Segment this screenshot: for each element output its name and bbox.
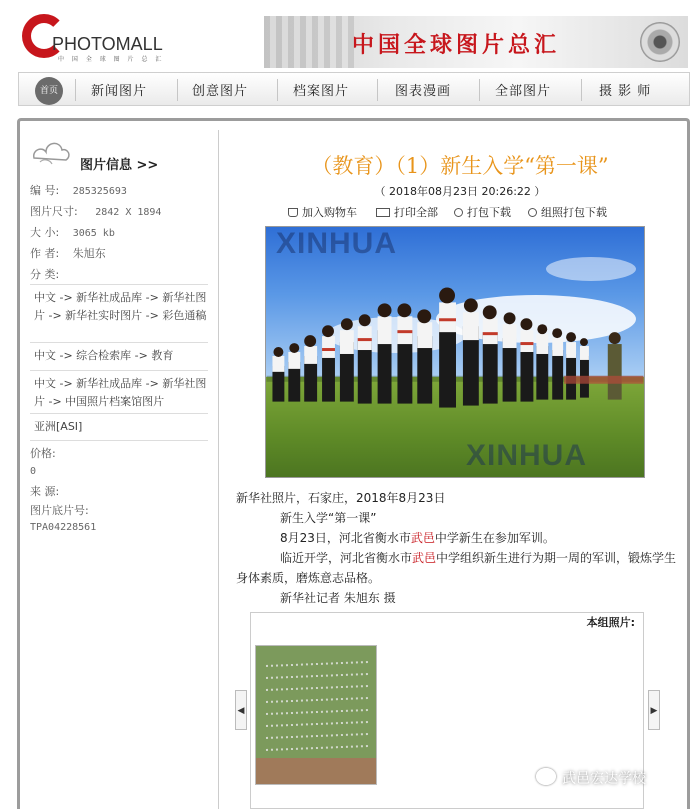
field-filesize-label: 大 小: <box>30 226 60 239</box>
field-size-label: 图片尺寸: <box>30 205 78 218</box>
category-path-3[interactable]: 中文 -> 新华社成品库 -> 新华社图片 -> 中国照片档案馆图片 <box>30 370 208 415</box>
students-group <box>266 227 644 477</box>
category-region[interactable]: 亚洲[ASI] <box>30 413 208 441</box>
add-to-cart-button[interactable] <box>288 204 357 220</box>
print-all-label: 打印全部 <box>394 206 438 219</box>
nav-divider <box>277 79 278 101</box>
field-id-value: 285325693 <box>72 186 127 197</box>
field-author-value: 朱旭东 <box>72 247 106 260</box>
nav-creative-photos[interactable]: 创意图片 <box>192 84 249 99</box>
nav-divider <box>581 79 582 101</box>
caption-highlight: 武邑 <box>410 531 435 545</box>
page-header <box>0 0 700 70</box>
next-arrow-button[interactable]: ▶ <box>648 690 660 730</box>
field-size-value: 2842 X 1894 <box>95 207 162 218</box>
header-banner <box>264 16 688 68</box>
photo-watermark-bottom: XINHUA <box>466 439 588 472</box>
photo-caption <box>236 488 688 608</box>
article-datetime: （ 2018年08月23日 20:26:22 ） <box>374 185 546 198</box>
group-download-label: 组照打包下载 <box>541 206 607 219</box>
field-filesize-value: 3065 kb <box>72 228 115 239</box>
nav-charts-comics[interactable]: 图表漫画 <box>395 84 452 99</box>
sidebar-divider <box>218 130 219 809</box>
print-all-button[interactable] <box>376 204 438 220</box>
group-download-button[interactable] <box>528 204 607 220</box>
article-title: （教育）（1）新生入学“第一课” <box>311 154 609 178</box>
wechat-account-watermark <box>536 768 646 788</box>
photo-watermark-top: XINHUA <box>276 227 398 260</box>
logo-wordmark: PHOTOMALL <box>52 34 163 54</box>
nav-news-photos[interactable]: 新闻图片 <box>91 84 148 99</box>
nav-divider <box>377 79 378 101</box>
caption-headline: 新生入学“第一课” <box>280 511 377 525</box>
field-source-label: 来 源: <box>30 485 60 498</box>
group-photos-label: 本组照片: <box>586 616 635 629</box>
field-id <box>30 182 127 198</box>
caption-highlight: 武邑 <box>412 551 437 565</box>
camera-lens-icon <box>640 22 680 62</box>
nav-divider <box>177 79 178 101</box>
thumbnail-image <box>256 646 377 785</box>
nav-archive-photos[interactable]: 档案图片 <box>293 84 350 99</box>
field-negative-label: 图片底片号: <box>30 504 89 517</box>
caption-text: 中学新生在参加军训。 <box>434 531 555 545</box>
cart-icon <box>288 208 298 217</box>
prev-arrow-button[interactable]: ◀ <box>235 690 247 730</box>
field-price-label: 价格: <box>30 447 56 460</box>
group-photo-thumbnail[interactable] <box>255 645 377 785</box>
category-path-1[interactable]: 中文 -> 新华社成品库 -> 新华社图片 -> 新华社实时图片 -> 彩色通稿 <box>30 284 208 329</box>
field-category-label: 分 类: <box>30 268 60 281</box>
download-icon <box>454 208 463 217</box>
banner-title: 中国全球图片总汇 <box>352 32 561 58</box>
printer-icon <box>376 208 390 217</box>
caption-line-3 <box>236 528 688 548</box>
package-download-button[interactable] <box>454 204 511 220</box>
field-size <box>30 203 161 219</box>
field-id-label: 编 号: <box>30 184 60 197</box>
nav-divider <box>75 79 76 101</box>
caption-text: 8月23日，河北省衡水市 <box>280 531 411 545</box>
nav-all-photos[interactable]: 全部图片 <box>495 84 552 99</box>
wechat-account-name: 武邑宏达学校 <box>562 771 646 787</box>
caption-text: 中学组织新生进行为期一周的军训，锻炼学生身体素质，磨炼意志品格。 <box>236 551 677 585</box>
caption-credit: 新华社记者 朱旭东 摄 <box>280 591 396 605</box>
nav-divider <box>479 79 480 101</box>
category-path-2[interactable]: 中文 -> 综合检索库 -> 教育 <box>30 342 208 369</box>
download-icon <box>528 208 537 217</box>
field-author-label: 作 者: <box>30 247 60 260</box>
caption-text: 临近开学，河北省衡水市 <box>280 551 413 565</box>
negative-value-text: TPA04228561 <box>30 522 97 533</box>
main-nav <box>18 72 690 106</box>
package-download-label: 打包下载 <box>467 206 511 219</box>
caption-line-4 <box>236 548 688 588</box>
field-price-value <box>30 464 36 477</box>
field-author <box>30 245 106 261</box>
main-photo[interactable] <box>265 226 645 478</box>
nav-home-button[interactable]: 首页 <box>35 77 63 105</box>
add-to-cart-label: 加入购物车 <box>302 206 357 219</box>
field-filesize <box>30 224 115 240</box>
cloud-ornament-icon <box>30 132 72 168</box>
field-negative-value <box>30 520 96 533</box>
caption-dateline: 新华社照片，石家庄，2018年8月23日 <box>236 491 446 505</box>
photo-info-title: 图片信息 >> <box>80 158 159 173</box>
film-strip-decoration <box>264 16 354 68</box>
wechat-icon <box>536 768 556 785</box>
price-value-text: 0 <box>30 466 37 477</box>
photomall-logo[interactable] <box>22 14 192 64</box>
logo-subtitle: 中 国 全 球 图 片 总 汇 <box>58 56 165 63</box>
nav-photographers[interactable]: 摄 影 师 <box>599 84 652 99</box>
